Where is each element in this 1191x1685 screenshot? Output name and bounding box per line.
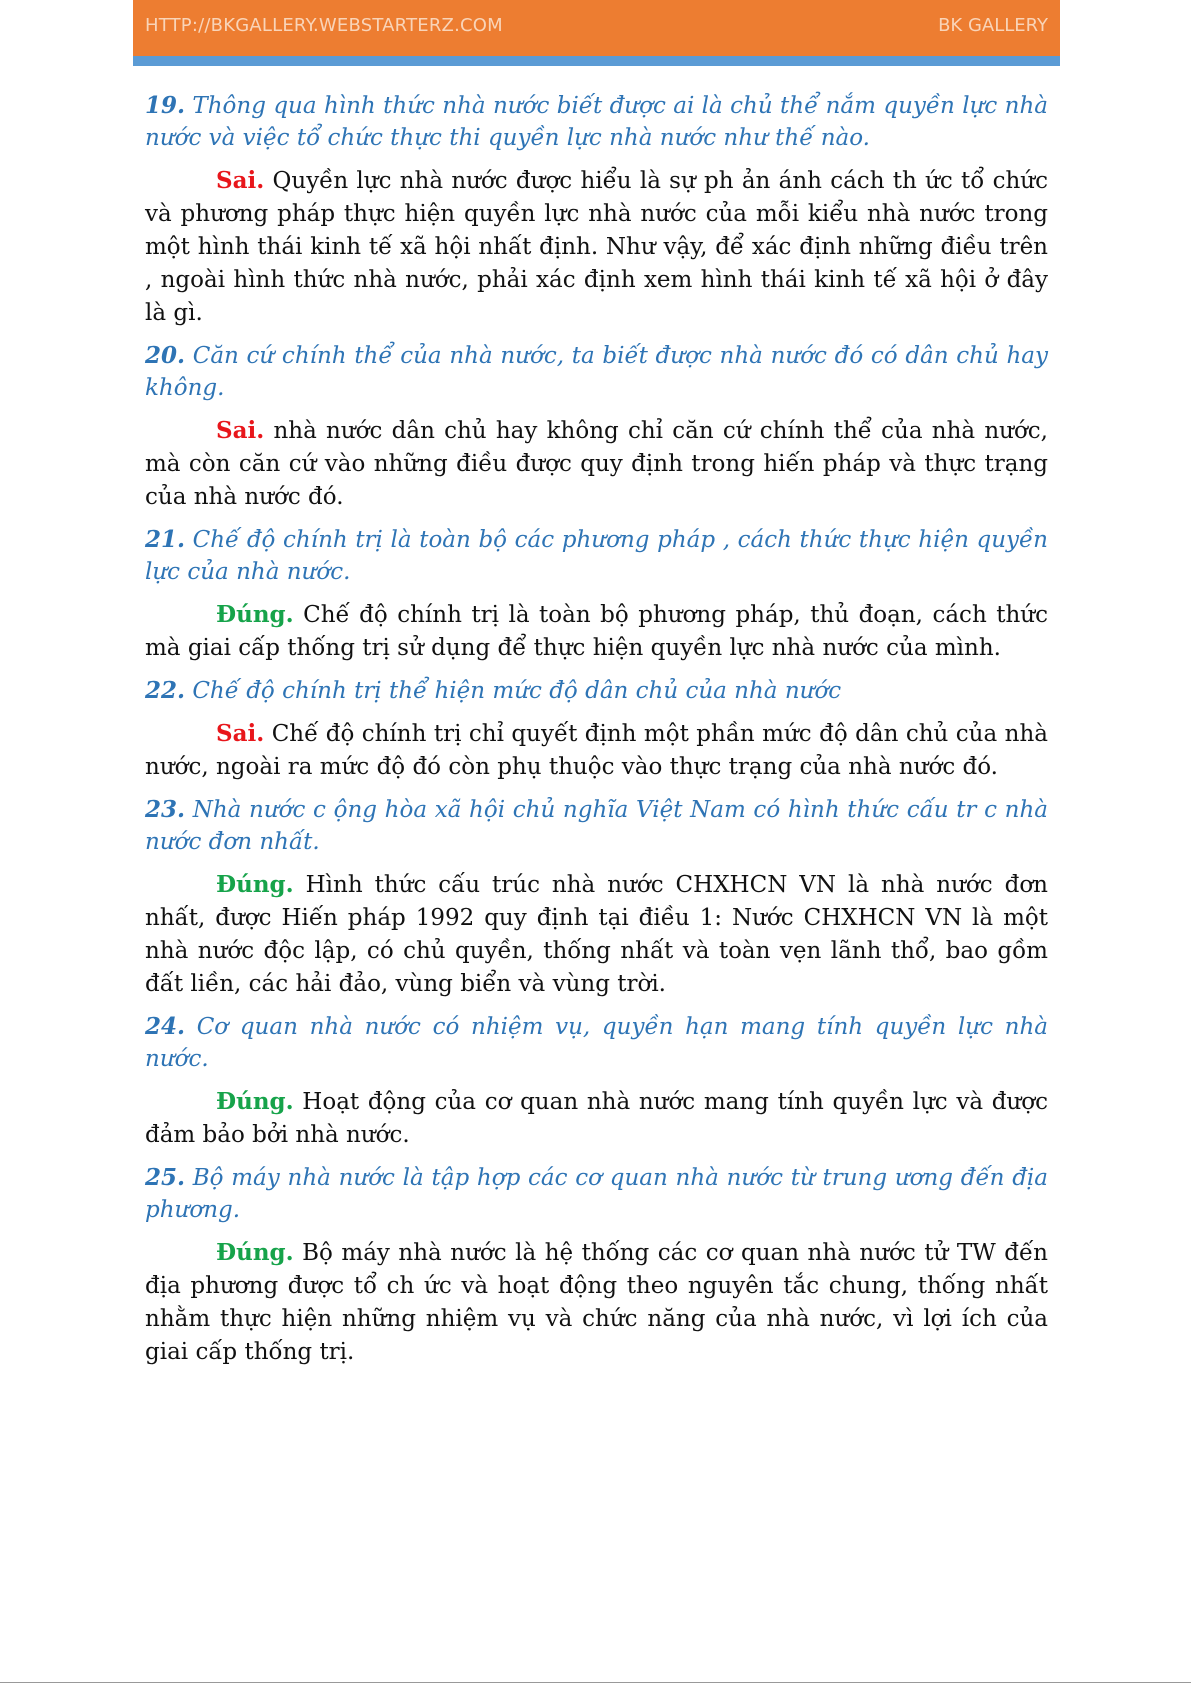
answer-23 (145, 868, 1048, 1001)
question-23 (145, 794, 1048, 858)
answer-21 (145, 598, 1048, 665)
verdict-label: Sai. (216, 417, 265, 444)
verdict-label: Sai. (216, 167, 265, 194)
answer-text: Hình thức cấu trúc nhà nước CHXHCN VN là nhà nước đơn nhất, được Hiến pháp 1992 quy định tại điều 1: Nước CHXHCN VN là một nhà nước độc lập, có chủ quyền, thống nhất và toàn vẹn lãnh thổ, bao gồm đất liền, các hải đảo, vùng biển và vùng trời. (145, 872, 1048, 997)
verdict-label: Sai. (216, 720, 265, 747)
answer-20 (145, 414, 1048, 514)
question-number: 21. (145, 526, 186, 553)
verdict-label: Đúng. (216, 1239, 294, 1266)
document-body (145, 90, 1048, 1379)
question-number: 24. (145, 1013, 186, 1040)
answer-22 (145, 717, 1048, 784)
answer-text: nhà nước dân chủ hay không chỉ căn cứ chính thể của nhà nước, mà còn căn cứ vào những điều được quy định trong hiến pháp và thực trạng của nhà nước đó. (145, 418, 1048, 510)
verdict-label: Đúng. (216, 601, 294, 628)
question-number: 22. (145, 677, 186, 704)
question-24 (145, 1011, 1048, 1075)
footer-divider (0, 1682, 1191, 1683)
header-url: HTTP://BKGALLERY.WEBSTARTERZ.COM (145, 15, 503, 36)
question-text: Bộ máy nhà nước là tập hợp các cơ quan nhà nước từ trung ương đến địa phương. (145, 1165, 1048, 1223)
page-header-bar (133, 0, 1060, 56)
question-number: 25. (145, 1164, 186, 1191)
answer-text: Hoạt động của cơ quan nhà nước mang tính quyền lực và được đảm bảo bởi nhà nước. (145, 1089, 1048, 1148)
question-number: 19. (145, 92, 186, 119)
answer-text: Quyền lực nhà nước được hiểu là sự ph ản ánh cách th ức tổ chức và phương pháp thực hiện quyền lực nhà nước của mỗi kiểu nhà nước trong một hình thái kinh tế xã hội nhất định. Như vậy, để xác định những điều trên , ngoài hình thức nhà nước, phải xác định xem hình thái kinh tế xã hội ở đây là gì. (145, 168, 1048, 326)
question-text: Chế độ chính trị là toàn bộ các phương pháp , cách thức thực hiện quyền lực của nhà nước. (145, 527, 1048, 585)
question-number: 23. (145, 796, 186, 823)
question-21 (145, 524, 1048, 588)
question-19 (145, 90, 1048, 154)
verdict-label: Đúng. (216, 1088, 294, 1115)
answer-text: Chế độ chính trị là toàn bộ phương pháp, thủ đoạn, cách thức mà giai cấp thống trị sử dụng để thực hiện quyền lực nhà nước của mình. (145, 602, 1048, 661)
answer-19 (145, 164, 1048, 330)
question-22 (145, 675, 1048, 707)
question-text: Nhà nước c ộng hòa xã hội chủ nghĩa Việt Nam có hình thức cấu tr c nhà nước đơn nhất. (145, 797, 1048, 855)
question-text: Chế độ chính trị thể hiện mức độ dân chủ của nhà nước (185, 678, 842, 704)
question-20 (145, 340, 1048, 404)
question-text: Thông qua hình thức nhà nước biết được ai là chủ thể nắm quyền lực nhà nước và việc tổ chức thực thi quyền lực nhà nước như thế nào. (145, 93, 1048, 151)
verdict-label: Đúng. (216, 871, 294, 898)
answer-text: Bộ máy nhà nước là hệ thống các cơ quan nhà nước tử TW đến địa phương được tổ ch ức và hoạt động theo nguyên tắc chung, thống nhất nhằm thực hiện những nhiệm vụ và chức năng của nhà nước, vì lợi ích của giai cấp thống trị. (145, 1240, 1048, 1365)
question-text: Căn cứ chính thể của nhà nước, ta biết được nhà nước đó có dân chủ hay không. (145, 343, 1048, 401)
header-stripe (133, 56, 1060, 66)
question-text: Cơ quan nhà nước có nhiệm vụ, quyền hạn mang tính quyền lực nhà nước. (145, 1014, 1048, 1072)
header-brand: BK GALLERY (938, 15, 1048, 36)
answer-24 (145, 1085, 1048, 1152)
answer-text: Chế độ chính trị chỉ quyết định một phần mức độ dân chủ của nhà nước, ngoài ra mức độ đó còn phụ thuộc vào thực trạng của nhà nước đó. (145, 721, 1048, 780)
question-number: 20. (145, 342, 186, 369)
question-25 (145, 1162, 1048, 1226)
answer-25 (145, 1236, 1048, 1369)
